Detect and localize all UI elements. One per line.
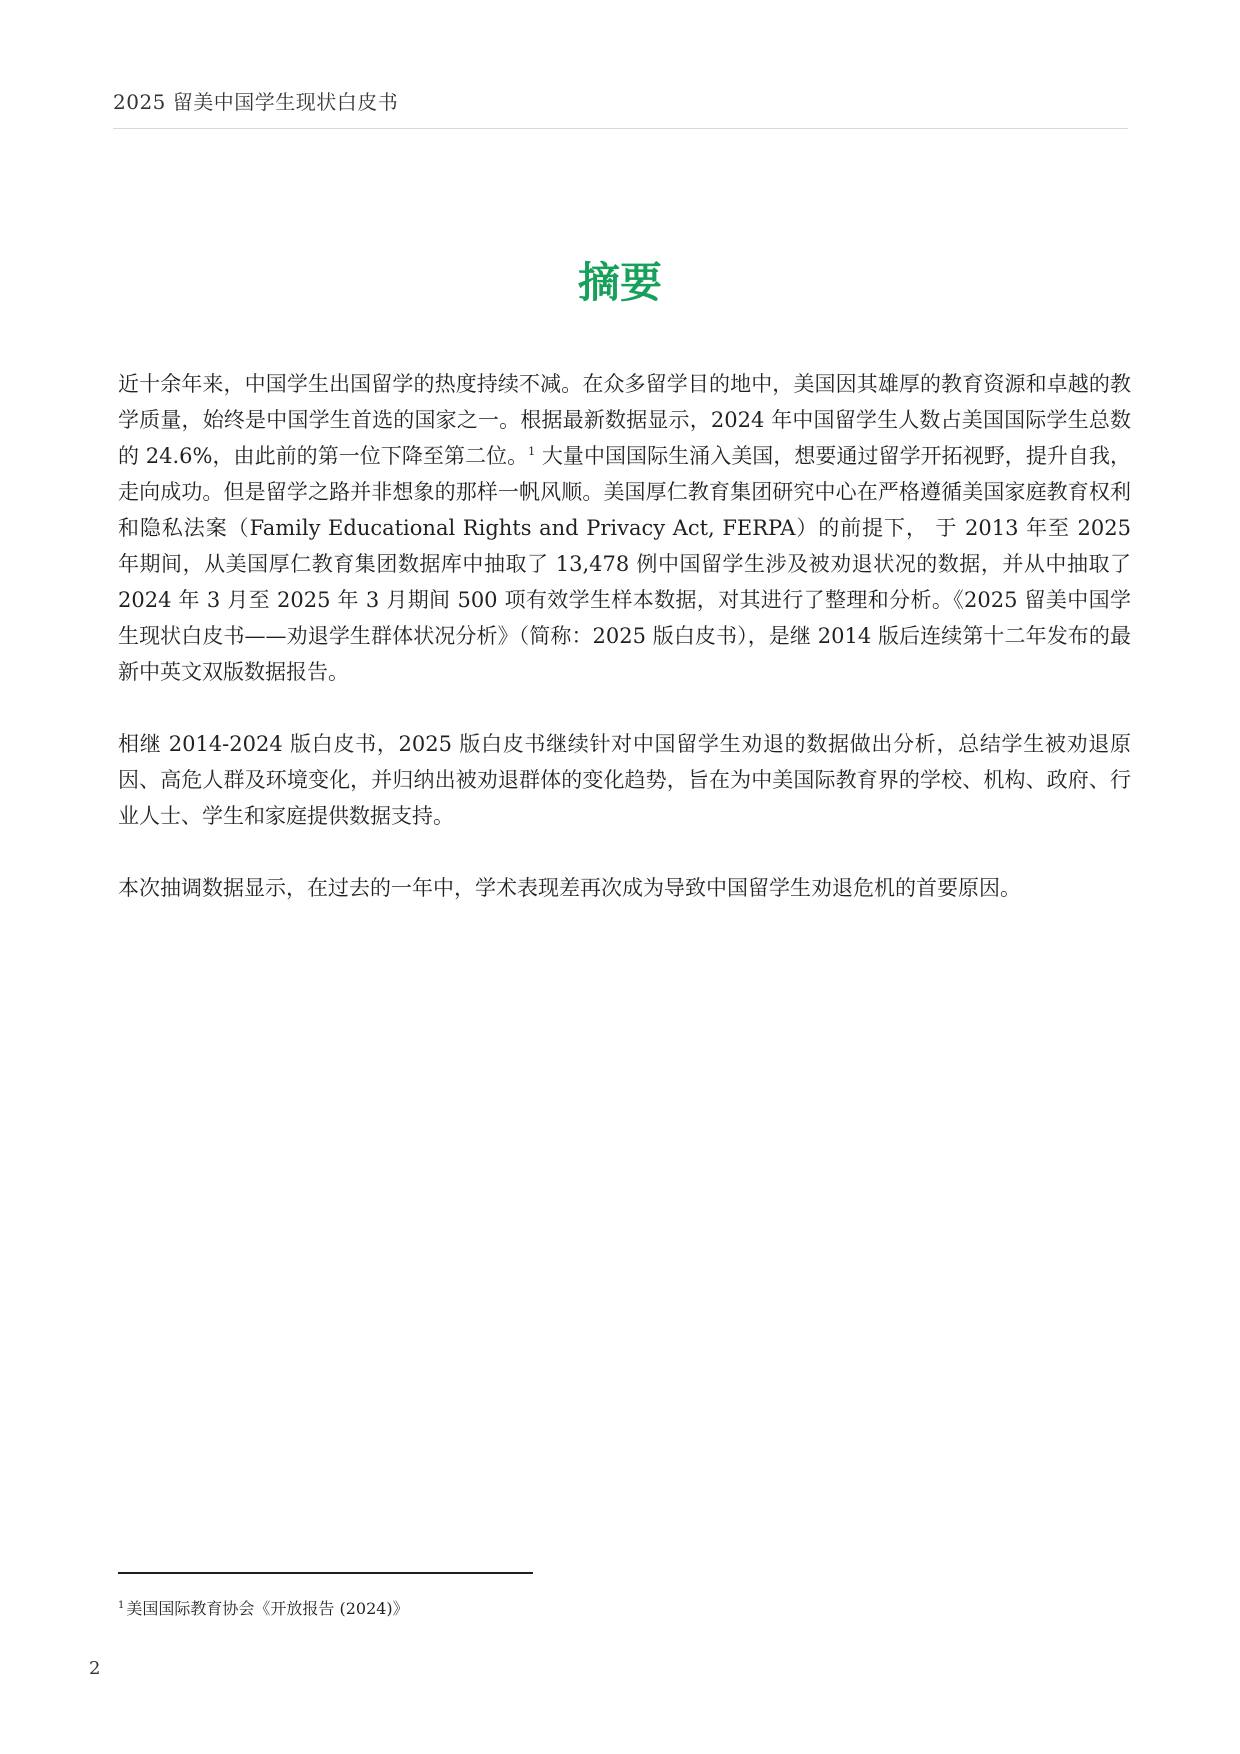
paragraph-3: 本次抽调数据显示，在过去的一年中，学术表现差再次成为导致中国留学生劝退危机的首要原因。	[118, 876, 1021, 900]
paragraph-1-part-1: 近十余年来，中国学生出国留学的热度持续不减。在众多留学目的地中，美国因其雄厚的教育资源和卓越的教学质量，始终是中国学生首选的国家之一。根据最新数据显示，2024 年中国留学生人数占美国国际学生总数的 24.6%，由此前的第一位下降至第二位。	[118, 372, 1131, 468]
footnote-reference[interactable]: 1	[528, 445, 536, 458]
footnote-divider	[118, 1572, 533, 1574]
running-header: 2025 留美中国学生现状白皮书	[113, 90, 399, 114]
footnote-text: 美国国际教育协会《开放报告 (2024)》	[126, 1599, 409, 1618]
paragraph-2: 相继 2014-2024 版白皮书，2025 版白皮书继续针对中国留学生劝退的数据做出分析，总结学生被劝退原因、高危人群及环境变化，并归纳出被劝退群体的变化趋势，旨在为中美国际教育界的学校、机构、政府、行业人士、学生和家庭提供数据支持。	[118, 732, 1131, 828]
paragraph-1-part-2: 大量中国国际生涌入美国，想要通过留学开拓视野，提升自我，走向成功。但是留学之路并非想象的那样一帆风顺。美国厚仁教育集团研究中心在严格遵循美国家庭教育权利和隐私法案（Family Educational Rights and Privacy Act, FERPA）的前提下， 于 2013 年至 2025 年期间，从美国厚仁教育集团数据库中抽取了 13,478 例中国留学生涉及被劝退状况的数据，并从中抽取了 2024 年 3 月至 2025 年 3 月期间 500 项有效学生样本数据，对其进行了整理和分析。《2025 留美中国学生现状白皮书——劝退学生群体状况分析》（简称：2025 版白皮书），是继 2014 版后连续第十二年发布的最新中英文双版数据报告。	[118, 444, 1131, 684]
footnote	[118, 1596, 409, 1619]
body-text	[118, 366, 1131, 942]
footnote-mark: 1	[118, 1599, 125, 1611]
section-title: 摘要	[577, 258, 662, 307]
header-divider	[113, 128, 1128, 129]
paragraph-1	[118, 366, 1131, 690]
page-number: 2	[89, 1658, 101, 1679]
